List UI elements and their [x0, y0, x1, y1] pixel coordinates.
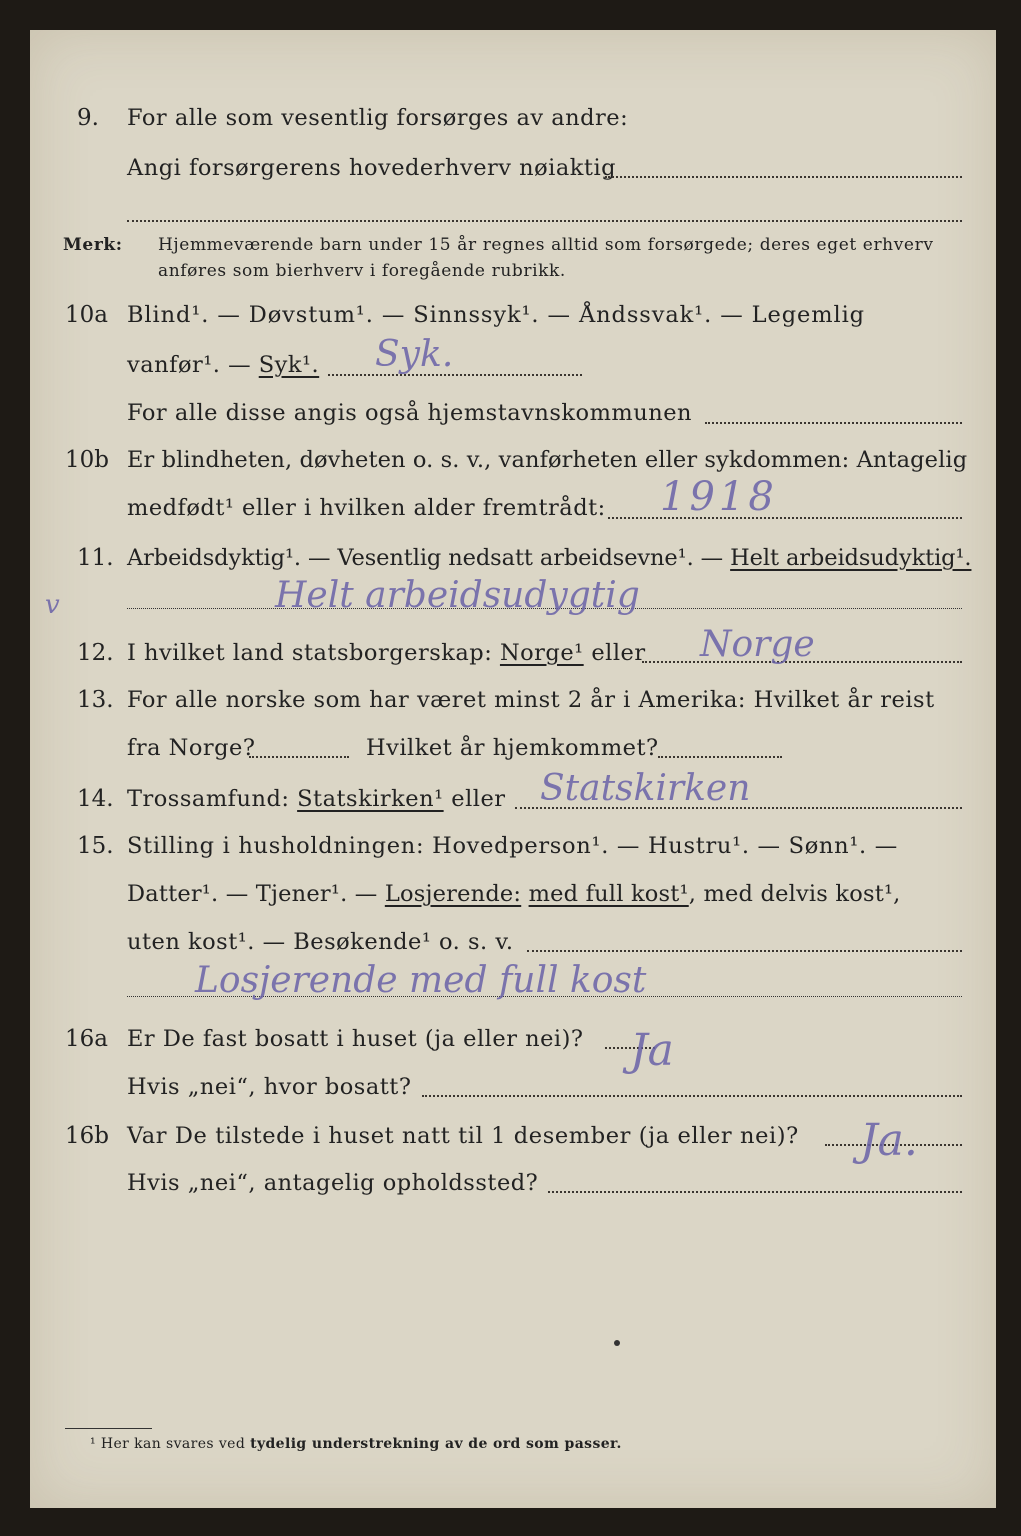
q14-line1	[127, 786, 506, 812]
footnote-text-b: tydelig understrekning av de ord som passer.	[250, 1436, 622, 1452]
q9-number: 9.	[77, 105, 99, 131]
q10a-number: 10a	[65, 302, 108, 328]
q12-question: I hvilket land statsborgerskap:	[127, 640, 500, 666]
census-form-page	[30, 30, 996, 1508]
q10b-prompt: medfødt¹ eller i hvilken alder fremtrådt:	[127, 495, 606, 521]
q16b-number: 16b	[65, 1123, 109, 1149]
q15-line3: uten kost¹. — Besøkende¹ o. s. v.	[127, 929, 514, 955]
q15-options-b: , med delvis kost¹,	[688, 881, 901, 907]
q15-question: Stilling i husholdningen: Hovedperson¹. — Hustru¹. — Sønn¹. —	[127, 833, 898, 859]
q9-prompt: Angi forsørgerens hovederhverv nøiaktig	[127, 155, 617, 181]
merk-note-line1: Hjemmeværende barn under 15 år regnes alltid som forsørgede; deres eget erhverv	[158, 235, 934, 255]
q10a-handwritten-answer: Syk.	[375, 334, 454, 375]
q10b-question: Er blindheten, døvheten o. s. v., vanførheten eller sykdommen: Antagelig	[127, 447, 968, 473]
q15-line2	[127, 881, 901, 907]
q9-question: For alle som vesentlig forsørges av andre:	[127, 105, 629, 131]
footnote-mark: ¹	[90, 1436, 97, 1452]
q12-number: 12.	[77, 640, 114, 666]
q10a-vanfor-text: vanfør¹. —	[127, 352, 259, 378]
q16b-handwritten-answer: Ja.	[860, 1115, 918, 1166]
q12-norge-option[interactable]: Norge¹	[499, 640, 584, 666]
q13-reist-line[interactable]	[249, 756, 349, 758]
q16b-question: Var De tilstede i huset natt til 1 desember (ja eller nei)?	[127, 1123, 799, 1149]
merk-note-line2: anføres som bierhverv i foregående rubrikk.	[158, 261, 566, 281]
q15-handwritten-answer: Losjerende med full kost	[195, 960, 647, 1001]
ink-dot	[614, 1340, 620, 1346]
q11-line1	[127, 545, 971, 571]
q15-options-a: Datter¹. — Tjener¹. —	[127, 881, 385, 907]
q11-handwritten-answer: Helt arbeidsudygtig	[275, 575, 640, 616]
q15-number: 15.	[77, 833, 114, 859]
q14-number: 14.	[77, 786, 114, 812]
q10a-prompt: For alle disse angis også hjemstavnskommunen	[127, 400, 693, 426]
q11-helt-option[interactable]: Helt arbeidsudyktig¹.	[730, 545, 972, 571]
q13-reist-prompt: fra Norge?	[127, 735, 256, 761]
q16a-bosatt-line[interactable]	[422, 1095, 962, 1097]
footnote	[90, 1436, 622, 1452]
merk-label: Merk:	[63, 235, 123, 255]
q16a-number: 16a	[65, 1026, 108, 1052]
q16b-prompt: Hvis „nei“, antagelig opholdssted?	[127, 1170, 539, 1196]
q12-line1	[127, 640, 646, 666]
q10a-question: Blind¹. — Døvstum¹. — Sinnssyk¹. — Åndssvak¹. — Legemlig	[127, 302, 865, 328]
q11-margin-mark: v	[45, 590, 60, 620]
q10a-line2	[127, 352, 319, 378]
q12-handwritten-answer: Norge	[700, 624, 815, 665]
q10a-hjemstavn-line[interactable]	[705, 422, 962, 424]
q15-space	[521, 881, 528, 907]
q10a-syk-option[interactable]: Syk¹.	[258, 352, 320, 378]
q13-hjemkommet-line[interactable]	[658, 756, 782, 758]
q16a-question: Er De fast bosatt i huset (ja eller nei)?	[127, 1026, 584, 1052]
q9-answer-line[interactable]	[605, 176, 962, 178]
q10a-answer-line[interactable]	[328, 374, 582, 376]
q14-handwritten-answer: Statskirken	[540, 768, 751, 809]
q14-eller: eller	[443, 786, 506, 812]
q9-answer-line-2[interactable]	[127, 220, 962, 222]
footnote-text-a: Her kan svares ved	[100, 1436, 251, 1452]
q16b-opholdssted-line[interactable]	[548, 1191, 962, 1193]
q12-eller: eller	[583, 640, 646, 666]
q16a-handwritten-answer: Ja	[630, 1025, 674, 1076]
q15-losjerende-option[interactable]: Losjerende:	[384, 881, 522, 907]
q14-question: Trossamfund:	[127, 786, 298, 812]
q11-number: 11.	[77, 545, 114, 571]
q10b-handwritten-answer: 1918	[660, 474, 778, 520]
q13-number: 13.	[77, 687, 114, 713]
footnote-rule	[65, 1428, 152, 1429]
q10b-number: 10b	[65, 447, 109, 473]
q16a-prompt: Hvis „nei“, hvor bosatt?	[127, 1074, 412, 1100]
q14-statskirken-option[interactable]: Statskirken¹	[297, 786, 444, 812]
q15-full-kost-option[interactable]: med full kost¹	[528, 881, 689, 907]
q15-answer-line[interactable]	[527, 950, 962, 952]
q13-hjemkommet-prompt: Hvilket år hjemkommet?	[366, 735, 659, 761]
q11-options-text: Arbeidsdyktig¹. — Vesentlig nedsatt arbeidsevne¹. —	[127, 545, 731, 571]
q13-question: For alle norske som har været minst 2 år i Amerika: Hvilket år reist	[127, 687, 935, 713]
